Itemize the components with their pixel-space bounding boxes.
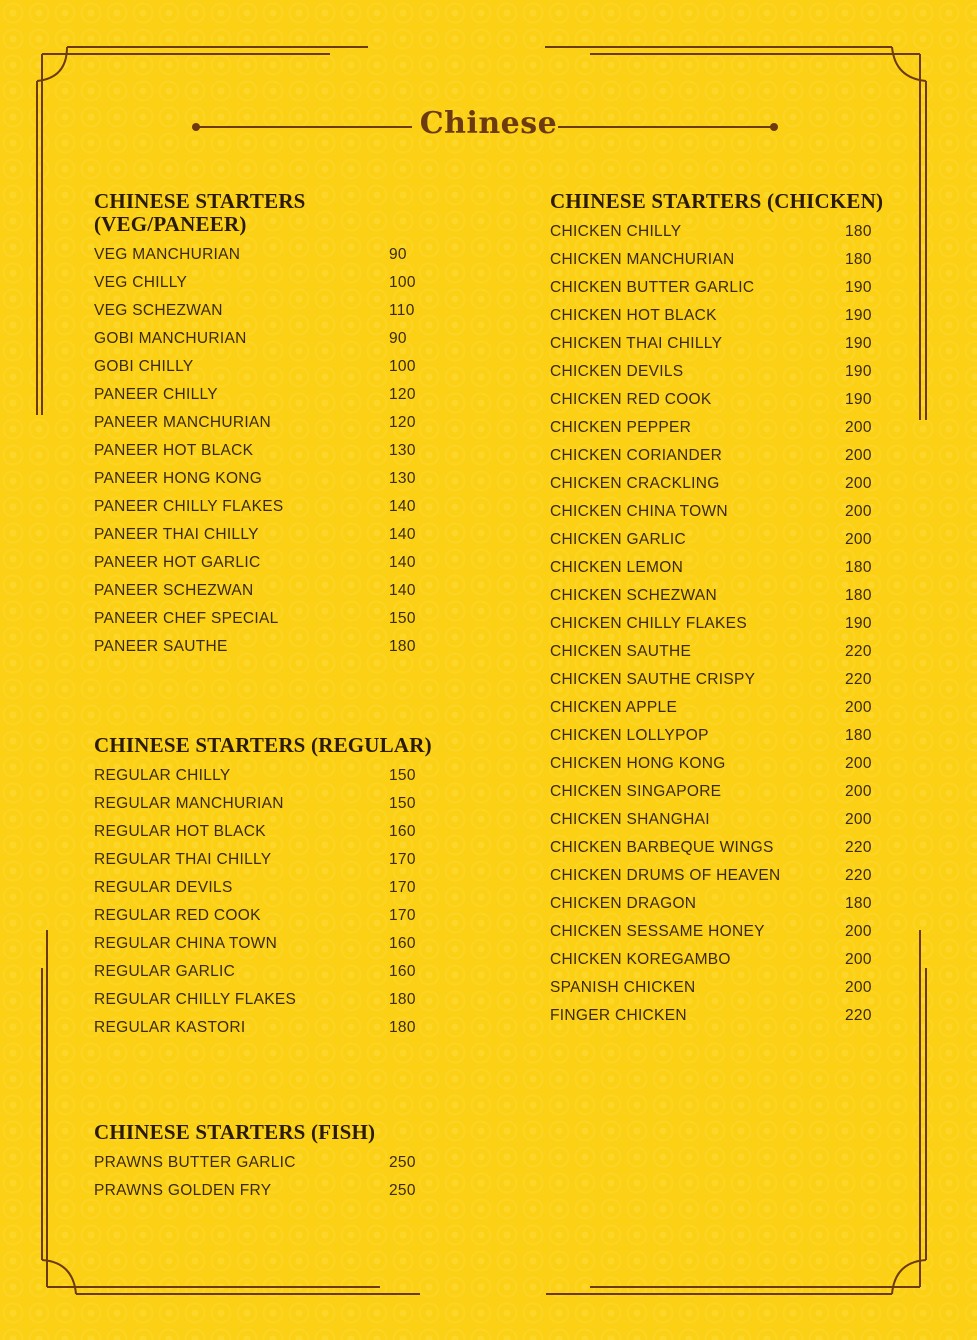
page-title: Chinese: [419, 106, 558, 141]
item-price: 180: [389, 1019, 416, 1036]
item-name: GOBI MANCHURIAN: [94, 330, 247, 347]
item-name: REGULAR GARLIC: [94, 963, 236, 980]
item-price: 220: [845, 643, 872, 660]
item-price: 190: [845, 363, 872, 380]
section-veg-paneer: [94, 190, 434, 661]
item-price: 220: [845, 671, 872, 688]
menu-item: [550, 330, 910, 358]
item-price: 150: [389, 795, 416, 812]
item-price: 200: [845, 699, 872, 716]
menu-item: [94, 269, 434, 297]
menu-item: [94, 409, 434, 437]
item-price: 190: [845, 279, 872, 296]
item-price: 190: [845, 615, 872, 632]
item-price: 120: [389, 414, 416, 431]
item-name: CHICKEN BARBEQUE WINGS: [550, 839, 774, 856]
menu-item: [94, 521, 434, 549]
item-name: PANEER CHILLY FLAKES: [94, 498, 284, 515]
item-name: CHICKEN CHILLY: [550, 223, 682, 240]
menu-item: [94, 874, 434, 902]
item-price: 180: [845, 223, 872, 240]
item-name: CHICKEN GARLIC: [550, 531, 686, 548]
item-name: PANEER MANCHURIAN: [94, 414, 272, 431]
item-price: 90: [389, 246, 407, 263]
item-price: 180: [845, 587, 872, 604]
item-price: 220: [845, 1007, 872, 1024]
menu-item: [550, 918, 910, 946]
menu-item: [94, 605, 434, 633]
item-price: 160: [389, 935, 416, 952]
menu-item: [94, 1177, 434, 1205]
section-chicken: [550, 190, 910, 1030]
item-name: PRAWNS BUTTER GARLIC: [94, 1154, 296, 1171]
item-name: PANEER HOT BLACK: [94, 442, 254, 459]
menu-item: [550, 582, 910, 610]
item-price: 180: [845, 251, 872, 268]
menu-item: [94, 930, 434, 958]
menu-item: [94, 493, 434, 521]
section-heading: CHINESE STARTERS (VEG/PANEER): [94, 189, 306, 236]
menu-item: [94, 790, 434, 818]
menu-item: [550, 302, 910, 330]
menu-item: [550, 442, 910, 470]
item-name: PANEER THAI CHILLY: [94, 526, 259, 543]
menu-item: [550, 778, 910, 806]
menu-item: [550, 554, 910, 582]
section-fish: [94, 1121, 434, 1205]
menu-item: [94, 846, 434, 874]
item-name: CHICKEN BUTTER GARLIC: [550, 279, 755, 296]
item-price: 170: [389, 907, 416, 924]
item-name: REGULAR RED COOK: [94, 907, 261, 924]
item-price: 200: [845, 503, 872, 520]
item-name: PANEER SAUTHE: [94, 638, 228, 655]
menu-item: [94, 577, 434, 605]
item-price: 140: [389, 582, 416, 599]
item-name: CHICKEN LEMON: [550, 559, 684, 576]
item-price: 140: [389, 526, 416, 543]
item-price: 180: [389, 991, 416, 1008]
menu-item: [94, 986, 434, 1014]
item-price: 190: [845, 391, 872, 408]
item-name: CHICKEN HONG KONG: [550, 755, 726, 772]
menu-item: [550, 638, 910, 666]
item-name: REGULAR CHINA TOWN: [94, 935, 278, 952]
item-price: 170: [389, 851, 416, 868]
section-heading: CHINESE STARTERS (REGULAR): [94, 733, 432, 757]
item-price: 250: [389, 1154, 416, 1171]
item-price: 160: [389, 963, 416, 980]
item-name: CHICKEN MANCHURIAN: [550, 251, 735, 268]
item-name: REGULAR DEVILS: [94, 879, 233, 896]
item-price: 190: [845, 307, 872, 324]
item-name: REGULAR CHILLY FLAKES: [94, 991, 297, 1008]
menu-item: [550, 218, 910, 246]
item-name: PANEER HONG KONG: [94, 470, 263, 487]
item-price: 120: [389, 386, 416, 403]
item-name: CHICKEN KOREGAMBO: [550, 951, 731, 968]
item-price: 200: [845, 475, 872, 492]
menu-item: [94, 902, 434, 930]
menu-item: [550, 890, 910, 918]
item-name: GOBI CHILLY: [94, 358, 194, 375]
item-name: CHICKEN CHINA TOWN: [550, 503, 728, 520]
menu-item: [94, 549, 434, 577]
item-price: 200: [845, 811, 872, 828]
menu-item: [94, 818, 434, 846]
item-price: 130: [389, 470, 416, 487]
item-name: VEG SCHEZWAN: [94, 302, 223, 319]
menu-item: [550, 974, 910, 1002]
menu-item: [550, 274, 910, 302]
item-price: 200: [845, 419, 872, 436]
item-name: PANEER SCHEZWAN: [94, 582, 254, 599]
item-price: 90: [389, 330, 407, 347]
item-name: CHICKEN RED COOK: [550, 391, 712, 408]
item-price: 100: [389, 358, 416, 375]
item-name: CHICKEN DEVILS: [550, 363, 684, 380]
section-heading: CHINESE STARTERS (CHICKEN): [550, 189, 884, 213]
menu-item: [94, 1149, 434, 1177]
item-name: CHICKEN LOLLYPOP: [550, 727, 709, 744]
item-price: 170: [389, 879, 416, 896]
menu-item: [550, 610, 910, 638]
menu-item: [550, 862, 910, 890]
menu-item: [94, 1014, 434, 1042]
menu-item: [94, 381, 434, 409]
item-price: 180: [845, 559, 872, 576]
item-name: CHICKEN SINGAPORE: [550, 783, 722, 800]
item-price: 140: [389, 554, 416, 571]
item-name: CHICKEN CORIANDER: [550, 447, 723, 464]
menu-item: [94, 325, 434, 353]
item-price: 250: [389, 1182, 416, 1199]
menu-item: [550, 806, 910, 834]
item-name: PANEER CHILLY: [94, 386, 218, 403]
menu-item: [550, 834, 910, 862]
item-price: 200: [845, 951, 872, 968]
menu-item: [94, 633, 434, 661]
item-name: FINGER CHICKEN: [550, 1007, 687, 1024]
menu-item: [94, 762, 434, 790]
menu-item: [550, 666, 910, 694]
item-name: PANEER CHEF SPECIAL: [94, 610, 279, 627]
menu-item: [550, 386, 910, 414]
item-price: 150: [389, 610, 416, 627]
item-name: CHICKEN DRAGON: [550, 895, 697, 912]
section-regular: [94, 734, 434, 1042]
item-price: 150: [389, 767, 416, 784]
item-name: CHICKEN SHANGHAI: [550, 811, 710, 828]
item-name: CHICKEN PEPPER: [550, 419, 692, 436]
item-price: 200: [845, 923, 872, 940]
item-price: 140: [389, 498, 416, 515]
item-price: 200: [845, 531, 872, 548]
menu-item: [550, 414, 910, 442]
item-price: 200: [845, 755, 872, 772]
menu-item: [94, 437, 434, 465]
item-price: 190: [845, 335, 872, 352]
item-name: REGULAR KASTORI: [94, 1019, 246, 1036]
item-name: CHICKEN CHILLY FLAKES: [550, 615, 747, 632]
menu-item: [550, 470, 910, 498]
item-name: REGULAR THAI CHILLY: [94, 851, 272, 868]
item-name: CHICKEN APPLE: [550, 699, 678, 716]
item-name: CHICKEN SCHEZWAN: [550, 587, 717, 604]
item-price: 180: [845, 895, 872, 912]
menu-item: [550, 526, 910, 554]
item-name: CHICKEN SAUTHE: [550, 643, 692, 660]
item-price: 200: [845, 979, 872, 996]
item-name: VEG CHILLY: [94, 274, 188, 291]
item-name: CHICKEN SAUTHE CRISPY: [550, 671, 756, 688]
item-name: PRAWNS GOLDEN FRY: [94, 1182, 272, 1199]
menu-item: [550, 750, 910, 778]
item-price: 200: [845, 447, 872, 464]
menu-item: [550, 1002, 910, 1030]
item-name: PANEER HOT GARLIC: [94, 554, 261, 571]
item-price: 220: [845, 867, 872, 884]
item-name: REGULAR MANCHURIAN: [94, 795, 284, 812]
menu-item: [550, 694, 910, 722]
section-heading: CHINESE STARTERS (FISH): [94, 1120, 376, 1144]
item-name: CHICKEN DRUMS OF HEAVEN: [550, 867, 781, 884]
menu-item: [550, 722, 910, 750]
item-name: SPANISH CHICKEN: [550, 979, 696, 996]
menu-item: [94, 297, 434, 325]
menu-item: [550, 946, 910, 974]
item-price: 200: [845, 783, 872, 800]
item-price: 160: [389, 823, 416, 840]
menu-item: [94, 353, 434, 381]
menu-item: [550, 498, 910, 526]
item-price: 110: [389, 302, 415, 319]
item-name: CHICKEN HOT BLACK: [550, 307, 717, 324]
item-price: 130: [389, 442, 416, 459]
item-price: 180: [389, 638, 416, 655]
item-name: CHICKEN THAI CHILLY: [550, 335, 723, 352]
item-name: REGULAR HOT BLACK: [94, 823, 266, 840]
item-price: 220: [845, 839, 872, 856]
menu-item: [94, 958, 434, 986]
item-name: REGULAR CHILLY: [94, 767, 231, 784]
item-name: CHICKEN CRACKLING: [550, 475, 720, 492]
menu-item: [94, 465, 434, 493]
item-price: 100: [389, 274, 416, 291]
menu-item: [94, 241, 434, 269]
item-name: CHICKEN SESSAME HONEY: [550, 923, 765, 940]
item-price: 180: [845, 727, 872, 744]
item-name: VEG MANCHURIAN: [94, 246, 241, 263]
menu-item: [550, 358, 910, 386]
menu-item: [550, 246, 910, 274]
